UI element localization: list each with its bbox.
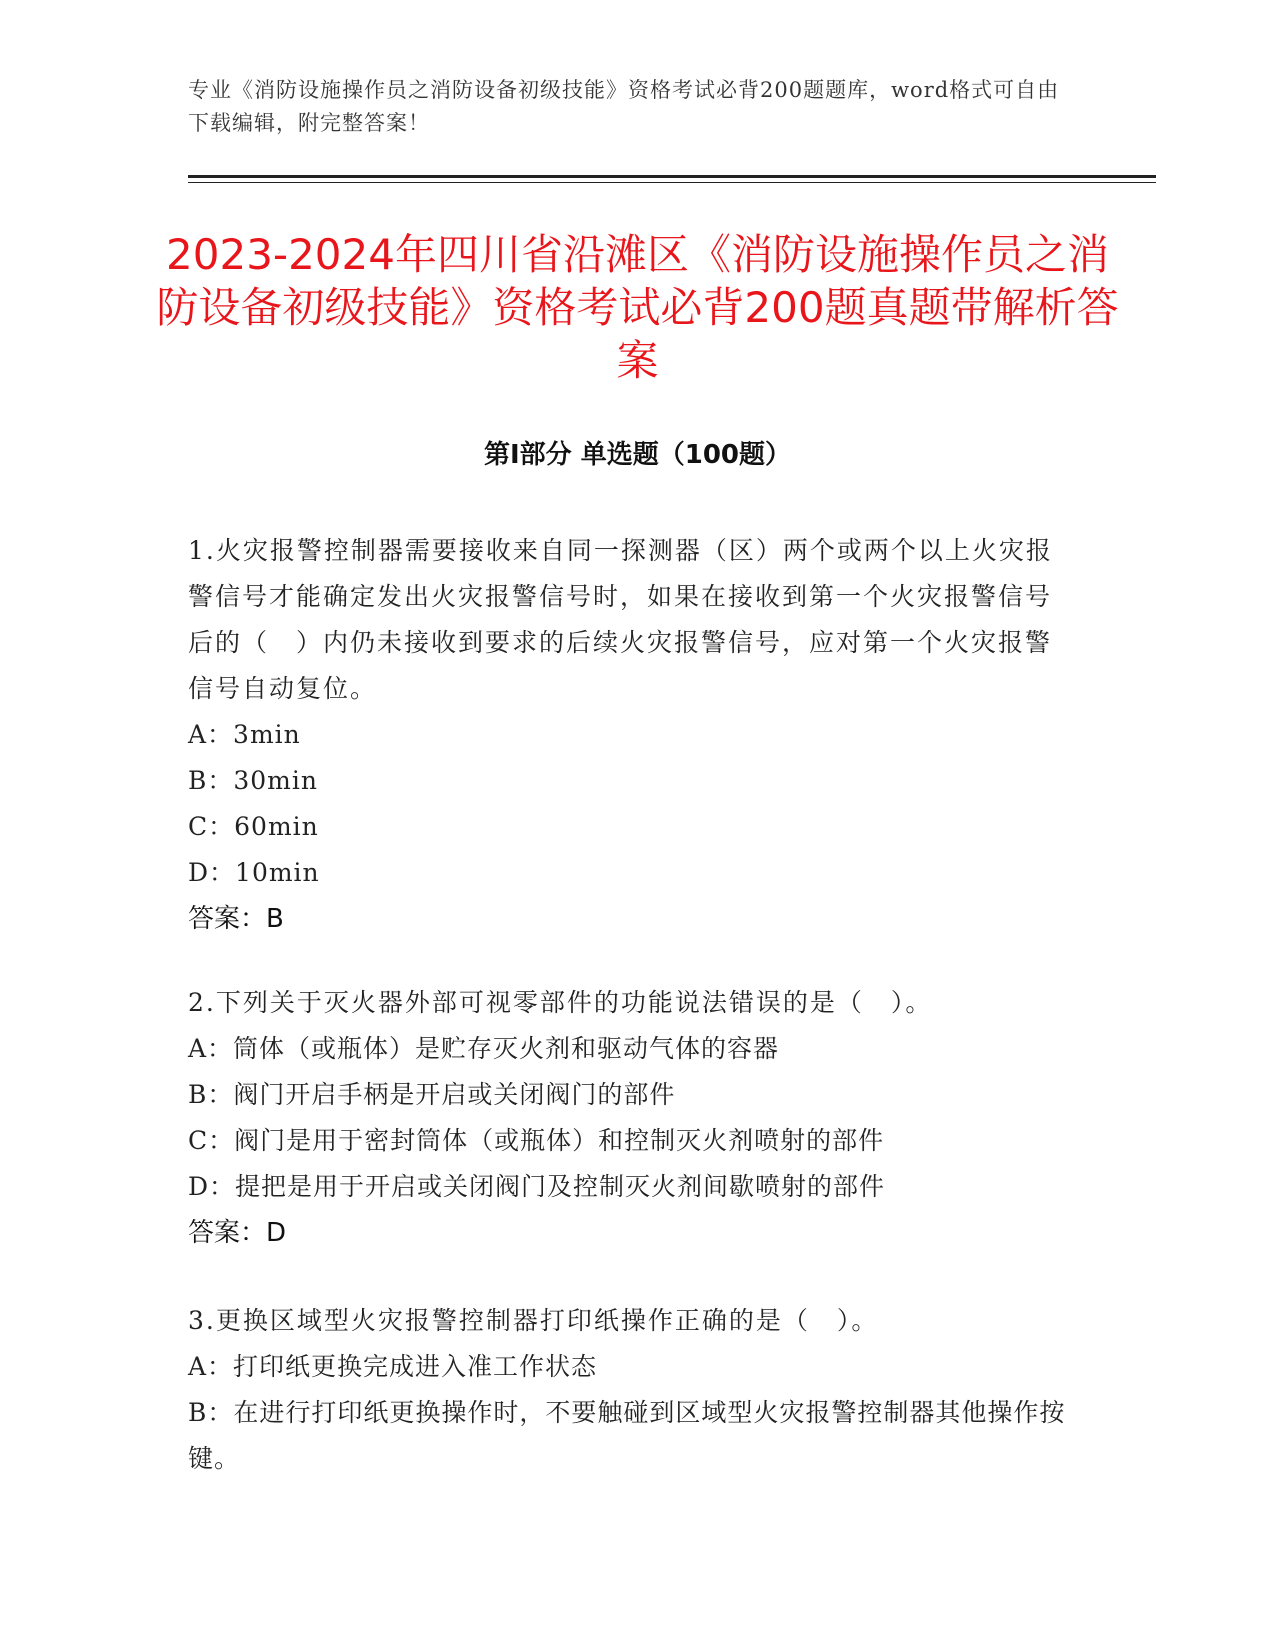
answer: 答案：D xyxy=(188,1218,287,1248)
question-stem: 2.下列关于灭火器外部可视零部件的功能说法错误的是（ ）。 xyxy=(188,988,933,1017)
question-2 xyxy=(188,980,1068,1256)
header-rule-thick xyxy=(188,175,1156,178)
option-b: B：30min xyxy=(188,766,318,795)
option-b: B：在进行打印纸更换操作时，不要触碰到区域型火灾报警控制器其他操作按键。 xyxy=(188,1398,1066,1473)
header-note: 专业《消防设施操作员之消防设备初级技能》资格考试必背200题题库，word格式可自由下载编辑，附完整答案！ xyxy=(188,78,1060,135)
option-d: D：提把是用于开启或关闭阀门及控制灭火剂间歇喷射的部件 xyxy=(188,1172,886,1201)
option-a: A：筒体（或瓶体）是贮存灭火剂和驱动气体的容器 xyxy=(188,1034,780,1063)
question-stem: 3.更换区域型火灾报警控制器打印纸操作正确的是（ ）。 xyxy=(188,1306,879,1335)
option-a: A：3min xyxy=(188,720,301,749)
question-stem: 1.火灾报警控制器需要接收来自同一探测器（区）两个或两个以上火灾报警信号才能确定发出火灾报警信号时，如果在接收到第一个火灾报警信号后的（ ）内仍未接收到要求的后续火灾报警信号，应对第一个火灾报警信号自动复位。 xyxy=(188,536,1053,703)
option-b: B：阀门开启手柄是开启或关闭阀门的部件 xyxy=(188,1080,676,1109)
option-a: A：打印纸更换完成进入准工作状态 xyxy=(188,1352,598,1381)
option-c: C：60min xyxy=(188,812,319,841)
header-rule-thin xyxy=(188,182,1156,183)
answer: 答案：B xyxy=(188,904,284,934)
option-c: C：阀门是用于密封筒体（或瓶体）和控制灭火剂喷射的部件 xyxy=(188,1126,885,1155)
question-3 xyxy=(188,1298,1068,1482)
section-heading: 第Ⅰ部分 单选题（100题） xyxy=(484,440,791,470)
question-1 xyxy=(188,528,1068,942)
document-title: 2023-2024年四川省沿滩区《消防设施操作员之消防设备初级技能》资格考试必背200题真题带解析答案 xyxy=(156,230,1119,385)
option-d: D：10min xyxy=(188,858,320,887)
